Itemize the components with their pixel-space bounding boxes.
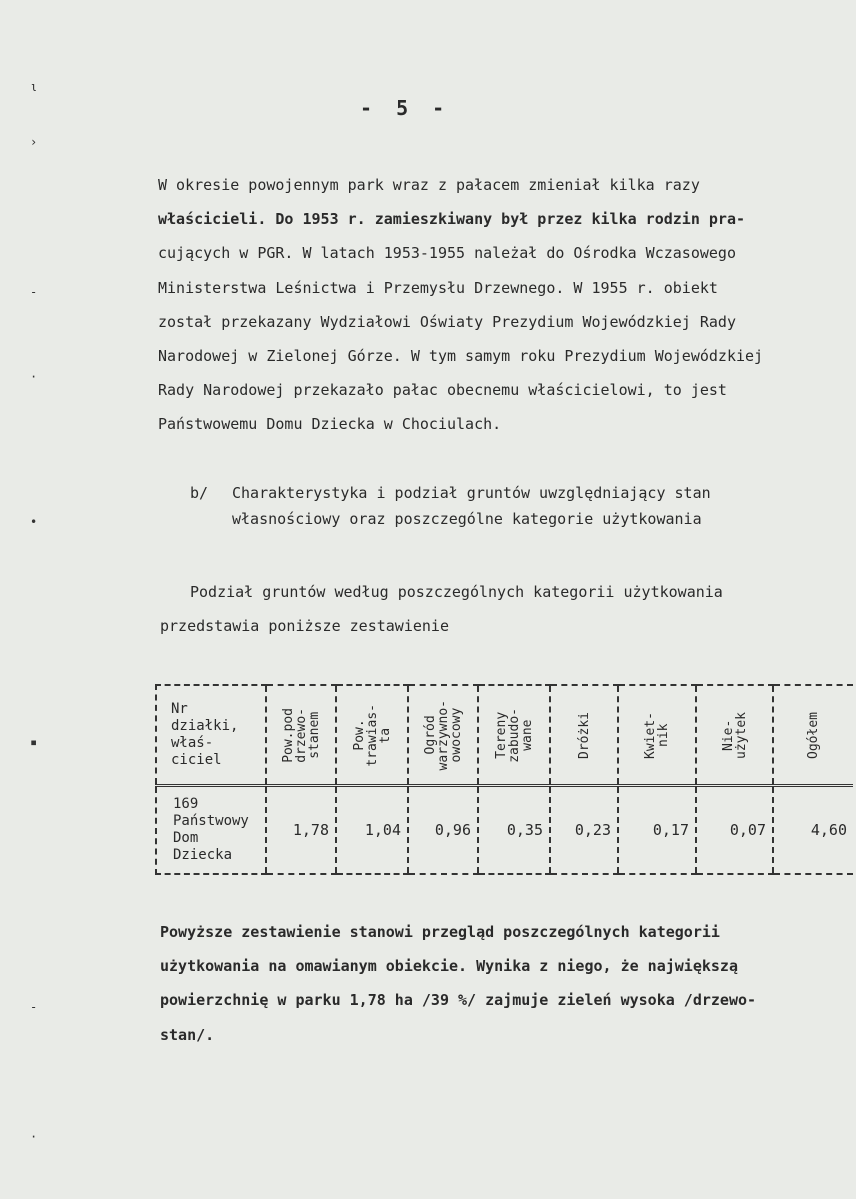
text-line: przedstawia poniższe zestawienie xyxy=(160,617,449,635)
header-text: owocowy xyxy=(448,707,464,763)
section-line: własnościowy oraz poszczególne kategorie użytkowania xyxy=(232,510,702,528)
cell-wasteland: 0,07 xyxy=(696,786,773,875)
cell-flowerbed: 0,17 xyxy=(618,786,696,875)
margin-mark: ι xyxy=(30,80,38,94)
cell-built-area: 0,35 xyxy=(478,786,550,875)
text-line: W okresie powojennym park wraz z pałacem zmieniał kilka razy xyxy=(158,176,700,194)
text-line: użytkowania na omawianym obiekcie. Wynika z niego, że największą xyxy=(160,957,738,976)
text-line: Państwowemu Domu Dziecka w Chociulach. xyxy=(158,415,502,434)
header-text: wane xyxy=(519,719,535,751)
cell-text: Dom xyxy=(173,830,199,846)
header-wasteland xyxy=(696,685,773,786)
header-paths xyxy=(550,685,618,786)
header-text: Kwiet- xyxy=(643,711,658,759)
margin-mark: - xyxy=(30,285,38,299)
cell-garden: 0,96 xyxy=(408,786,478,875)
margin-mark: · xyxy=(30,1130,38,1144)
cell-lawn: 1,04 xyxy=(336,786,408,875)
text-line: Powyższe zestawienie stanowi przegląd poszczególnych kategorii xyxy=(160,923,720,941)
text-line: Rady Narodowej przekazało pałac obecnemu właścicielowi, to jest xyxy=(158,381,727,400)
page-number: - 5 - xyxy=(360,96,451,120)
header-text: Ogród xyxy=(422,715,438,755)
text-line: został przekazany Wydziałowi Oświaty Prezydium Wojewódzkiej Rady xyxy=(158,312,736,331)
margin-mark: - xyxy=(30,1000,38,1014)
text-line: Ministerstwa Leśnictwa i Przemysłu Drzewnego. W 1955 r. obiekt xyxy=(158,278,718,297)
header-text: Dróżki xyxy=(576,711,592,759)
header-text: drzewo- xyxy=(293,707,309,763)
text-line: stan/. xyxy=(160,1025,215,1044)
header-flowerbed xyxy=(618,685,696,786)
header-text: ta xyxy=(377,727,393,743)
text-line: Narodowej w Zielonej Górze. W tym samym roku Prezydium Wojewódzkiej xyxy=(158,347,764,366)
header-text: Pow. xyxy=(351,719,367,751)
header-text: Ogółem xyxy=(806,711,821,759)
header-total xyxy=(773,685,853,786)
margin-mark: • xyxy=(30,515,38,529)
land-use-table xyxy=(155,684,853,875)
header-text: właś- xyxy=(171,735,214,751)
cell-text: 169 xyxy=(173,796,199,812)
cell-paths: 0,23 xyxy=(550,786,618,875)
header-text: działki, xyxy=(171,718,239,734)
margin-mark: ▪ xyxy=(30,735,38,749)
margin-mark: · xyxy=(30,370,38,384)
header-tree-stand xyxy=(266,685,336,786)
text-line: Podział gruntów według poszczególnych kategorii użytkowania xyxy=(190,583,723,601)
header-lawn xyxy=(336,685,408,786)
cell-owner xyxy=(156,786,266,875)
header-text: nik xyxy=(656,723,671,747)
cell-text: Dziecka xyxy=(173,847,233,863)
table-header-row xyxy=(156,685,853,786)
text-line: właścicieli. Do 1953 r. zamieszkiwany był przez kilka rodzin pra- xyxy=(158,210,745,229)
header-plot-owner xyxy=(156,685,266,786)
table-intro xyxy=(160,575,723,643)
table-row xyxy=(156,786,853,875)
text-line: powierzchnię w parku 1,78 ha /39 %/ zajmuje zieleń wysoka /drzewo- xyxy=(160,991,757,1010)
header-text: stanem xyxy=(306,711,322,759)
margin-mark: › xyxy=(30,135,38,149)
paragraph-summary xyxy=(160,915,850,1052)
header-text: ciciel xyxy=(171,752,222,768)
cell-total: 4,60 xyxy=(773,786,853,875)
header-text: Nie- xyxy=(720,719,736,751)
header-text: użytek xyxy=(733,711,749,759)
header-text: Pow.pod xyxy=(280,707,296,763)
header-garden xyxy=(408,685,478,786)
cell-text: Państwowy xyxy=(173,813,249,829)
header-text: Nr xyxy=(171,701,188,717)
header-text: warzywno- xyxy=(435,699,451,771)
header-text: trawias- xyxy=(364,703,380,767)
header-built-area xyxy=(478,685,550,786)
paragraph-history xyxy=(158,168,848,442)
section-line: Charakterystyka i podział gruntów uwzględniający stan xyxy=(232,484,711,502)
cell-tree-stand: 1,78 xyxy=(266,786,336,875)
text-line: cujących w PGR. W latach 1953-1955 należał do Ośrodka Wczasowego xyxy=(158,244,736,263)
header-text: zabudo- xyxy=(506,707,522,763)
header-text: Tereny xyxy=(493,711,509,759)
section-marker: b/ xyxy=(190,484,209,502)
